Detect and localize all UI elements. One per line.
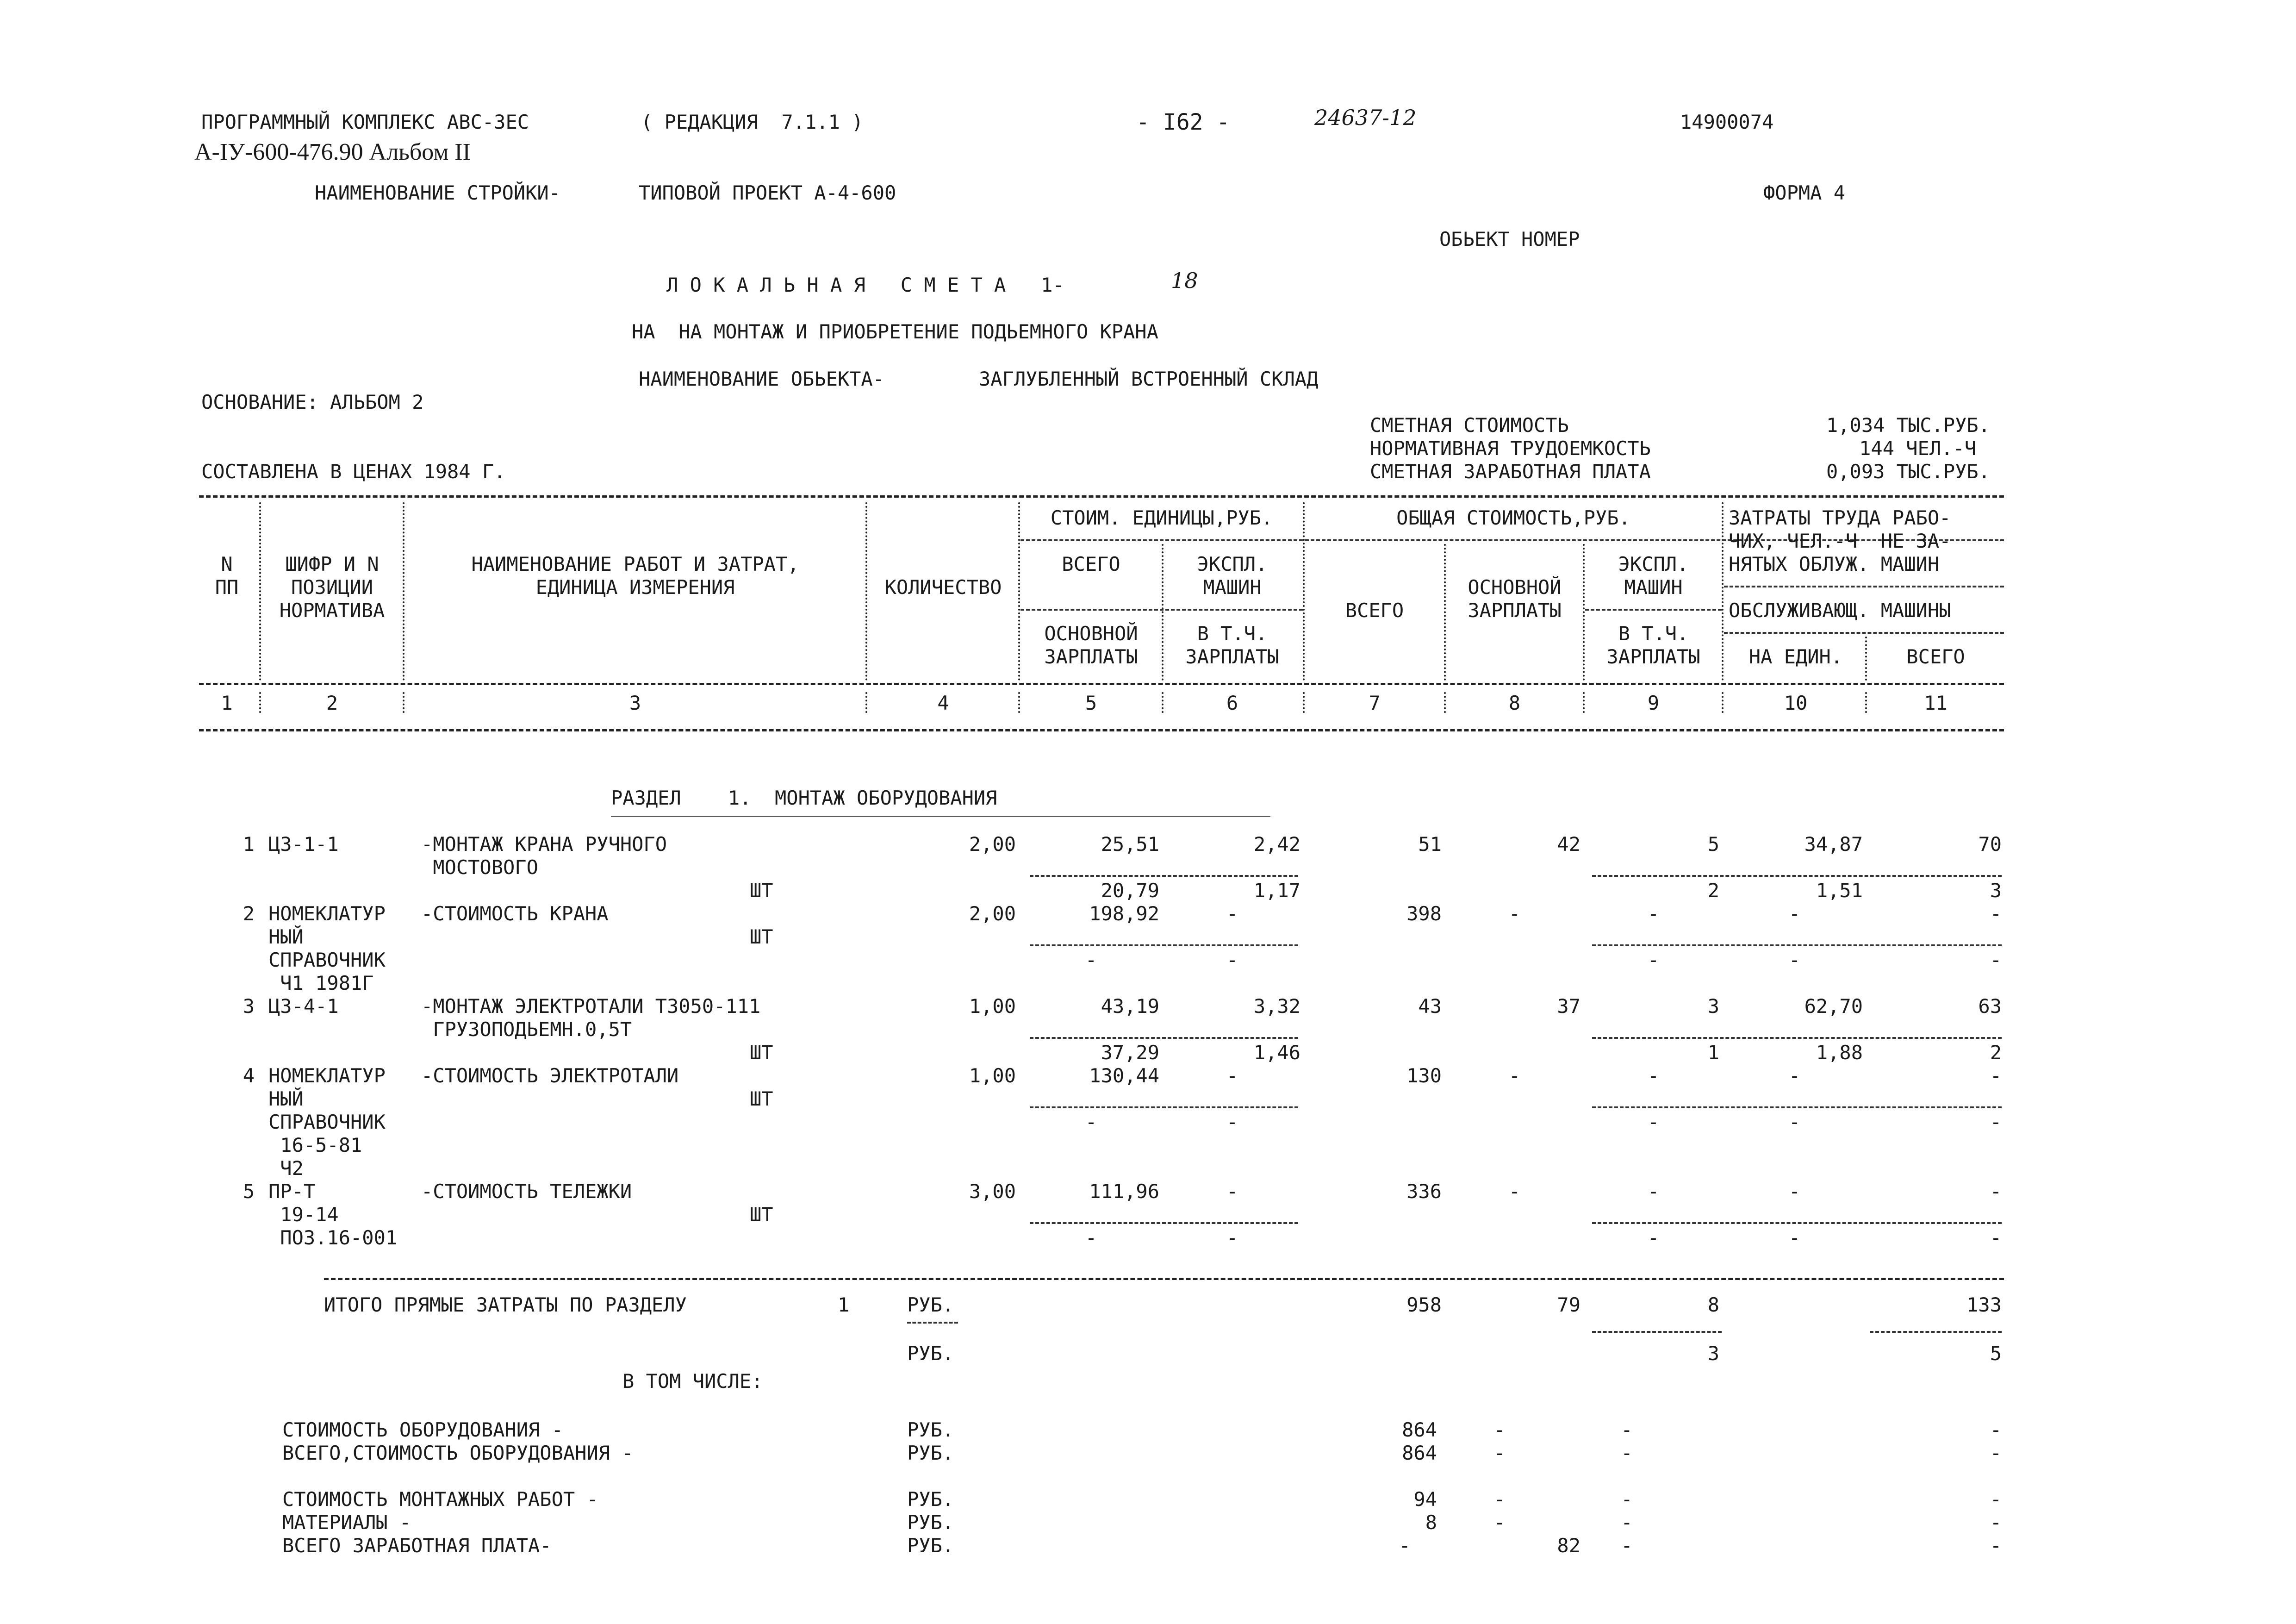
- row-c11b: 3: [1990, 879, 2002, 902]
- col-separator: [1162, 692, 1164, 713]
- row-name: -СТОИМОСТЬ ТЕЛЕЖКИ: [421, 1180, 632, 1203]
- row-c9: -: [1647, 1064, 1660, 1087]
- row-c6b: 1,46: [1253, 1041, 1300, 1064]
- totals-rule: [324, 1278, 2004, 1280]
- breakdown-c11: -: [1990, 1418, 2002, 1441]
- row-number: 4: [243, 1064, 255, 1087]
- row-c11b: -: [1990, 1111, 2002, 1133]
- header-inner-rule: [1724, 632, 2004, 634]
- totals-unit: РУБ.: [907, 1293, 954, 1316]
- row-c11b: -: [1990, 1226, 2002, 1249]
- col9b-header-line2: ЗАРПЛАТЫ: [1606, 645, 1700, 668]
- header-rule-mid: [199, 683, 2004, 685]
- row-number: 3: [243, 995, 255, 1018]
- col-separator: [1865, 692, 1867, 713]
- row-code-line3: ПОЗ.16-001: [268, 1226, 398, 1249]
- row-c9b: -: [1647, 949, 1660, 971]
- col-separator: [259, 502, 261, 681]
- row-c5b: -: [1085, 949, 1097, 971]
- unit-cost-header: СТОИМ. ЕДИНИЦЫ,РУБ.: [1050, 506, 1273, 529]
- row-c6: -: [1226, 1180, 1238, 1203]
- section-title: РАЗДЕЛ 1. МОНТАЖ ОБОРУДОВАНИЯ: [611, 787, 997, 809]
- col2-header-line2: ПОЗИЦИИ: [291, 576, 373, 599]
- row-code: Ц3-4-1: [268, 995, 339, 1018]
- totals-c11: 133: [1966, 1293, 2002, 1316]
- breakdown-c11: -: [1990, 1534, 2002, 1557]
- col-separator: [1303, 692, 1305, 713]
- page-number: - I62 -: [1136, 109, 1230, 135]
- row-c7: 336: [1406, 1180, 1442, 1203]
- row-divider: [1030, 1037, 1298, 1039]
- row-code: Ц3-1-1: [268, 833, 339, 856]
- row-c10b: -: [1788, 949, 1801, 971]
- row-divider: [1030, 944, 1298, 946]
- row-c8: -: [1508, 1064, 1521, 1087]
- breakdown-c11: -: [1990, 1488, 2002, 1511]
- row-c5: 25,51: [1101, 833, 1159, 856]
- breakdown-unit: РУБ.: [907, 1442, 954, 1464]
- breakdown-unit: РУБ.: [907, 1488, 954, 1511]
- breakdown-label: СТОИМОСТЬ МОНТАЖНЫХ РАБОТ -: [282, 1488, 598, 1511]
- row-c7: 130: [1406, 1064, 1442, 1087]
- row-c5b: -: [1085, 1226, 1097, 1249]
- col6-header: ЭКСПЛ.: [1197, 553, 1268, 575]
- labor-header-line3: НЯТЫХ ОБЛУЖ. МАШИН: [1729, 553, 1940, 575]
- header-rule-top: [199, 495, 2004, 498]
- breakdown-c8: -: [1493, 1442, 1506, 1464]
- col9b-header: В Т.Ч.: [1618, 622, 1689, 645]
- col-number: 10: [1784, 692, 1808, 714]
- row-c5: 43,19: [1101, 995, 1159, 1018]
- row-divider: [1592, 1331, 1722, 1333]
- totals-section-number: 1: [838, 1293, 850, 1316]
- breakdown-c8: 82: [1557, 1534, 1580, 1557]
- edition: ( РЕДАКЦИЯ 7.1.1 ): [641, 111, 864, 133]
- row-unit: ШТ: [750, 1203, 773, 1226]
- col-number: 1: [221, 692, 233, 714]
- row-c10: -: [1788, 1064, 1801, 1087]
- col-separator: [865, 502, 867, 681]
- row-divider: [1592, 944, 2002, 946]
- col10-header: НА ЕДИН.: [1748, 645, 1843, 668]
- col-separator: [1444, 692, 1446, 713]
- row-c11b: -: [1990, 949, 2002, 971]
- row-name: -СТОИМОСТЬ КРАНА: [421, 902, 609, 925]
- col-separator: [1865, 637, 1867, 681]
- totals-label: ИТОГО ПРЯМЫЕ ЗАТРАТЫ ПО РАЗДЕЛУ: [324, 1293, 687, 1316]
- breakdown-c8: -: [1493, 1488, 1506, 1511]
- row-c10: 62,70: [1804, 995, 1863, 1018]
- col3-header: НАИМЕНОВАНИЕ РАБОТ И ЗАТРАТ,: [471, 553, 799, 575]
- totals-c9: 8: [1707, 1293, 1719, 1316]
- totals-c11b: 5: [1990, 1342, 2002, 1365]
- row-c9b: -: [1647, 1226, 1660, 1249]
- row-c6: 3,32: [1253, 995, 1300, 1018]
- col-separator: [1018, 692, 1020, 713]
- row-code-line3: СПРАВОЧНИК: [268, 949, 386, 971]
- row-c5: 130,44: [1089, 1064, 1159, 1087]
- row-name-line2: ГРУЗОПОДЬЕМН.0,5Т: [421, 1018, 632, 1041]
- col7-header: ВСЕГО: [1345, 599, 1404, 622]
- col-number: 5: [1085, 692, 1097, 714]
- row-number: 1: [243, 833, 255, 856]
- row-qty: 2,00: [969, 833, 1016, 856]
- breakdown-c8: -: [1493, 1418, 1506, 1441]
- breakdown-c11: -: [1990, 1511, 2002, 1534]
- basis: ОСНОВАНИЕ: АЛЬБОМ 2: [201, 391, 424, 413]
- breakdown-label: СТОИМОСТЬ ОБОРУДОВАНИЯ -: [282, 1418, 563, 1441]
- col-separator: [1444, 544, 1446, 681]
- object-number: ОБЬЕКТ НОМЕР: [1439, 228, 1580, 250]
- col6b-header: В Т.Ч.: [1197, 622, 1268, 645]
- breakdown-unit: РУБ.: [907, 1418, 954, 1441]
- breakdown-c7: 94: [1413, 1488, 1437, 1511]
- col-separator: [1303, 502, 1305, 681]
- program-name: ПРОГРАММНЫЙ КОМПЛЕКС АВС-3ЕС: [201, 111, 529, 133]
- section-underline: [611, 815, 1270, 817]
- col-separator: [1583, 544, 1585, 681]
- row-c11: 70: [1978, 833, 2002, 856]
- document-title: Л О К А Л Ь Н А Я С М Е Т А 1-: [666, 274, 1064, 296]
- row-divider: [1592, 1106, 2002, 1108]
- row-c9b: 2: [1707, 879, 1719, 902]
- total-cost-header: ОБЩАЯ СТОИМОСТЬ,РУБ.: [1396, 506, 1630, 529]
- row-code: НОМЕКЛАТУР: [268, 1064, 386, 1087]
- row-c9b: 1: [1707, 1041, 1719, 1064]
- col-number: 9: [1647, 692, 1660, 714]
- breakdown-unit: РУБ.: [907, 1534, 954, 1557]
- row-unit: ШТ: [750, 879, 773, 902]
- row-divider: [1030, 1222, 1298, 1224]
- row-c9: -: [1647, 1180, 1660, 1203]
- row-c10: 34,87: [1804, 833, 1863, 856]
- header-inner-rule: [1020, 539, 1303, 541]
- col-number: 6: [1226, 692, 1238, 714]
- breakdown-c9: -: [1621, 1418, 1633, 1441]
- header-inner-rule: [1585, 609, 1722, 611]
- row-unit: ШТ: [750, 1041, 773, 1064]
- row-divider: [1030, 1106, 1298, 1108]
- col-separator: [1162, 544, 1164, 681]
- header-inner-rule: [1724, 586, 2004, 587]
- row-c10b: -: [1788, 1226, 1801, 1249]
- row-code-line5: Ч2: [268, 1157, 304, 1180]
- breakdown-unit: РУБ.: [907, 1511, 954, 1534]
- col-separator: [1722, 502, 1724, 681]
- row-c11: -: [1990, 1180, 2002, 1203]
- breakdown-c9: -: [1621, 1442, 1633, 1464]
- col1-header: N: [221, 553, 233, 575]
- col5b-header-line2: ЗАРПЛАТЫ: [1044, 645, 1138, 668]
- object-label: НАИМЕНОВАНИЕ ОБЬЕКТА-: [639, 368, 885, 390]
- row-code: НОМЕКЛАТУР: [268, 902, 386, 925]
- row-c10b: -: [1788, 1111, 1801, 1133]
- row-code-line2: НЫЙ: [268, 1087, 304, 1110]
- row-code-line2: НЫЙ: [268, 925, 304, 948]
- header-inner-rule: [1020, 609, 1303, 611]
- col6b-header-line2: ЗАРПЛАТЫ: [1185, 645, 1279, 668]
- totals-c9b: 3: [1707, 1342, 1719, 1365]
- col-separator: [1722, 692, 1724, 713]
- totals-unit2: РУБ.: [907, 1342, 954, 1365]
- price-basis: СОСТАВЛЕНА В ЦЕНАХ 1984 Г.: [201, 460, 506, 483]
- col-separator: [1583, 692, 1585, 713]
- summary-value-cost: 1,034 ТЫС.РУБ.: [1826, 414, 1990, 437]
- summary-value-labor: 144 ЧЕЛ.-Ч: [1859, 437, 1976, 460]
- row-divider: [1870, 1331, 2002, 1333]
- row-c6: -: [1226, 1064, 1238, 1087]
- row-name-line2: МОСТОВОГО: [421, 856, 538, 879]
- row-qty: 1,00: [969, 1064, 1016, 1087]
- form-label: ФОРМА 4: [1763, 181, 1846, 204]
- handwritten-title-number: 18: [1171, 268, 1198, 293]
- row-c8: 42: [1557, 833, 1580, 856]
- row-code-line3: СПРАВОЧНИК: [268, 1111, 386, 1133]
- col4-header: КОЛИЧЕСТВО: [884, 576, 1002, 599]
- row-c6b: 1,17: [1253, 879, 1300, 902]
- col9-header: ЭКСПЛ.: [1618, 553, 1689, 575]
- row-c9b: -: [1647, 1111, 1660, 1133]
- document-number: 14900074: [1680, 111, 1774, 133]
- row-c10: -: [1788, 1180, 1801, 1203]
- col-number: 8: [1508, 692, 1521, 714]
- col1-header-line2: ПП: [215, 576, 239, 599]
- row-number: 2: [243, 902, 255, 925]
- totals-c7: 958: [1406, 1293, 1442, 1316]
- row-c6b: -: [1226, 1226, 1238, 1249]
- col3-header-line2: ЕДИНИЦА ИЗМЕРЕНИЯ: [535, 576, 735, 599]
- breakdown-c7: 864: [1402, 1442, 1437, 1464]
- row-c8: 37: [1557, 995, 1580, 1018]
- breakdown-c7: -: [1399, 1534, 1411, 1557]
- col-separator: [1018, 502, 1020, 681]
- row-divider: [1592, 1222, 2002, 1224]
- col5-header: ВСЕГО: [1062, 553, 1120, 575]
- row-c5b: -: [1085, 1111, 1097, 1133]
- row-name: -МОНТАЖ ЭЛЕКТРОТАЛИ Т3050-111: [421, 995, 761, 1018]
- col5b-header: ОСНОВНОЙ: [1044, 622, 1138, 645]
- row-code: ПР-Т: [268, 1180, 316, 1203]
- album-reference: А-IУ-600-476.90 Альбом II: [194, 139, 471, 165]
- breakdown-c8: -: [1493, 1511, 1506, 1534]
- col2-header-line3: НОРМАТИВА: [279, 599, 385, 622]
- col-number: 7: [1369, 692, 1381, 714]
- labor-header: ЗАТРАТЫ ТРУДА РАБО-: [1729, 506, 1951, 529]
- row-c10b: 1,88: [1816, 1041, 1863, 1064]
- row-c7: 51: [1418, 833, 1442, 856]
- row-number: 5: [243, 1180, 255, 1203]
- row-c6b: -: [1226, 1111, 1238, 1133]
- unit-underline: [907, 1322, 958, 1324]
- col11-header: ВСЕГО: [1906, 645, 1965, 668]
- row-c9: -: [1647, 902, 1660, 925]
- col8-header: ОСНОВНОЙ: [1468, 576, 1562, 599]
- breakdown-c11: -: [1990, 1442, 2002, 1464]
- row-c8: -: [1508, 902, 1521, 925]
- row-divider: [1592, 875, 2002, 877]
- row-code-line2: 19-14: [268, 1203, 339, 1226]
- summary-label-wages: СМЕТНАЯ ЗАРАБОТНАЯ ПЛАТА: [1370, 460, 1651, 483]
- summary-label-labor: НОРМАТИВНАЯ ТРУДОЕМКОСТЬ: [1370, 437, 1651, 460]
- row-c5: 111,96: [1089, 1180, 1159, 1203]
- col-number: 2: [326, 692, 338, 714]
- col-separator: [259, 692, 261, 713]
- breakdown-label: ВСЕГО ЗАРАБОТНАЯ ПЛАТА-: [282, 1534, 552, 1557]
- breakdown-label: ВСЕГО,СТОИМОСТЬ ОБОРУДОВАНИЯ -: [282, 1442, 634, 1464]
- row-c6: 2,42: [1253, 833, 1300, 856]
- row-c6b: -: [1226, 949, 1238, 971]
- header-rule-bottom: [199, 729, 2004, 731]
- col6-header-line2: МАШИН: [1203, 576, 1262, 599]
- row-c6: -: [1226, 902, 1238, 925]
- row-divider: [1592, 1037, 2002, 1039]
- row-c8: -: [1508, 1180, 1521, 1203]
- row-name: -СТОИМОСТЬ ЭЛЕКТРОТАЛИ: [421, 1064, 679, 1087]
- row-code-line4: Ч1 1981Г: [268, 972, 374, 994]
- col-number: 4: [937, 692, 949, 714]
- breakdown-c7: 8: [1425, 1511, 1437, 1534]
- labor-header-line2: ЧИХ, ЧЕЛ.-Ч НЕ ЗА-: [1729, 530, 1951, 552]
- col-separator: [403, 692, 404, 713]
- row-c11: 63: [1978, 995, 2002, 1018]
- summary-label-cost: СМЕТНАЯ СТОИМОСТЬ: [1370, 414, 1569, 437]
- row-c10b: 1,51: [1816, 879, 1863, 902]
- construction-value: ТИПОВОЙ ПРОЕКТ А-4-600: [639, 181, 896, 204]
- document-subtitle: НА НА МОНТАЖ И ПРИОБРЕТЕНИЕ ПОДЬЕМНОГО КРАНА: [632, 320, 1158, 343]
- col-number: 3: [629, 692, 641, 714]
- col-separator: [403, 502, 404, 681]
- row-unit: ШТ: [750, 925, 773, 948]
- row-qty: 3,00: [969, 1180, 1016, 1203]
- row-c10: -: [1788, 902, 1801, 925]
- col-separator: [865, 692, 867, 713]
- breakdown-label: МАТЕРИАЛЫ -: [282, 1511, 411, 1534]
- row-c7: 398: [1406, 902, 1442, 925]
- row-c11: -: [1990, 902, 2002, 925]
- object-value: ЗАГЛУБЛЕННЫЙ ВСТРОЕННЫЙ СКЛАД: [979, 368, 1319, 390]
- row-c5: 198,92: [1089, 902, 1159, 925]
- construction-label: НАИМЕНОВАНИЕ СТРОЙКИ-: [315, 181, 561, 204]
- breakdown-c9: -: [1621, 1488, 1633, 1511]
- row-c7: 43: [1418, 995, 1442, 1018]
- col9-header-line2: МАШИН: [1624, 576, 1683, 599]
- totals-c8: 79: [1557, 1293, 1580, 1316]
- row-c11b: 2: [1990, 1041, 2002, 1064]
- row-unit: ШТ: [750, 1087, 773, 1110]
- col8-header-line2: ЗАРПЛАТЫ: [1468, 599, 1562, 622]
- row-qty: 2,00: [969, 902, 1016, 925]
- row-divider: [1030, 875, 1298, 877]
- col-number: 11: [1924, 692, 1948, 714]
- including-label: В ТОМ ЧИСЛЕ:: [622, 1370, 763, 1393]
- breakdown-c9: -: [1621, 1534, 1633, 1557]
- row-code-line4: 16-5-81: [268, 1134, 362, 1156]
- handwritten-code: 24637-12: [1314, 105, 1417, 130]
- breakdown-c7: 864: [1402, 1418, 1437, 1441]
- summary-value-wages: 0,093 ТЫС.РУБ.: [1826, 460, 1990, 483]
- row-c9: 3: [1707, 995, 1719, 1018]
- service-machines-header: ОБСЛУЖИВАЮЩ. МАШИНЫ: [1729, 599, 1951, 622]
- col2-header: ШИФР И N: [285, 553, 379, 575]
- row-c9: 5: [1707, 833, 1719, 856]
- row-name: -МОНТАЖ КРАНА РУЧНОГО: [421, 833, 667, 856]
- row-c5b: 20,79: [1101, 879, 1159, 902]
- breakdown-c9: -: [1621, 1511, 1633, 1534]
- row-qty: 1,00: [969, 995, 1016, 1018]
- row-c11: -: [1990, 1064, 2002, 1087]
- row-c5b: 37,29: [1101, 1041, 1159, 1064]
